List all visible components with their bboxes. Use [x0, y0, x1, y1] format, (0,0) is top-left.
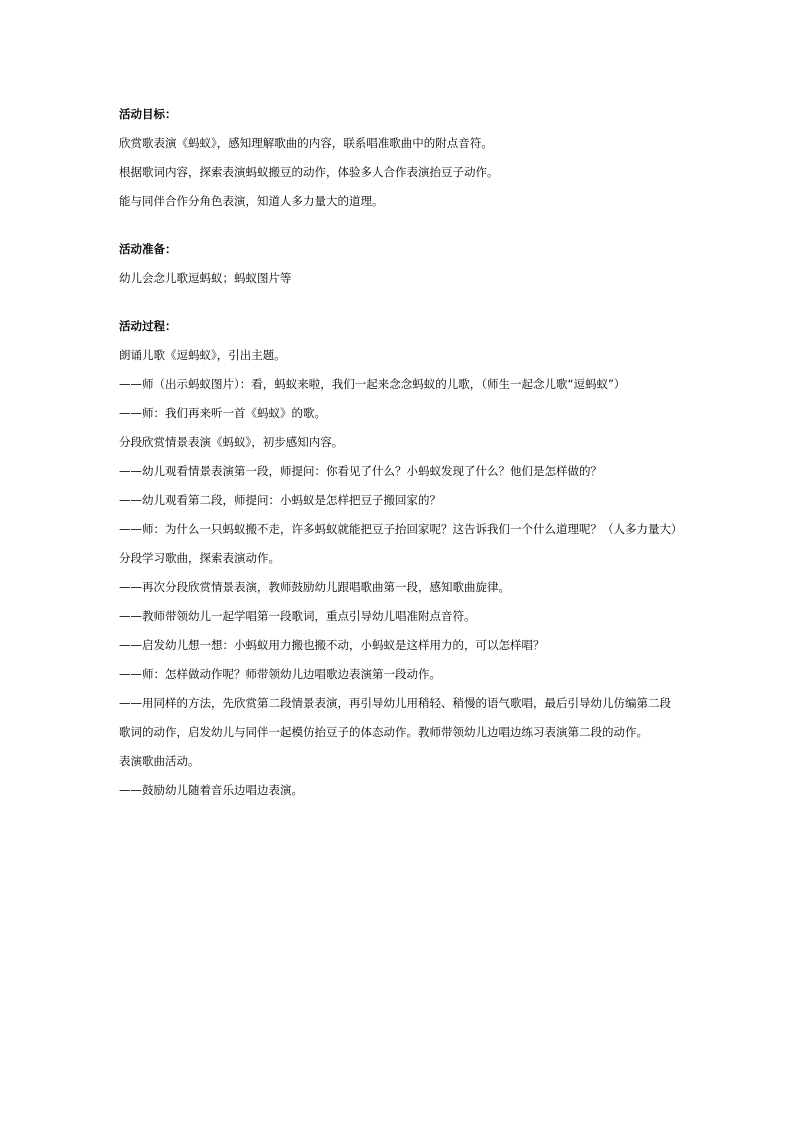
preparation-item-1: 幼儿会念儿歌逗蚂蚁；蚂蚁图片等 [119, 271, 292, 285]
process-step-4: 分段欣赏情景表演《蚂蚁》，初步感知内容。 [119, 435, 344, 449]
process-step-1: 朗诵儿歌《逗蚂蚁》，引出主题。 [119, 348, 286, 362]
process-step-15: ——鼓励幼儿随着音乐边唱边表演。 [119, 783, 303, 797]
section-spacer [119, 216, 679, 235]
process-step-14: 表演歌曲活动。 [119, 754, 200, 768]
goal-item-2: 根据歌词内容，探索表演蚂蚁搬豆的动作，体验多人合作表演抬豆子动作。 [119, 165, 499, 179]
process-step-3: ——师：我们再来听一首《蚂蚁》的歌。 [119, 406, 326, 420]
process-step-13: ——用同样的方法，先欣赏第二段情景表演，再引导幼儿用稍轻、稍慢的语气歌唱，最后引导幼儿仿编第二段歌词的动作，启发幼儿与同伴一起模仿抬豆子的体态动作。教师带领幼儿边唱边练习表演第二段的动作。 [119, 696, 671, 739]
process-step-9: ——再次分段欣赏情景表演，教师鼓励幼儿跟唱歌曲第一段，感知歌曲旋律。 [119, 580, 510, 594]
goal-item-3: 能与同伴合作分角色表演，知道人多力量大的道理。 [119, 194, 384, 208]
process-step-8: 分段学习歌曲，探索表演动作。 [119, 551, 280, 565]
process-step-2: ——师（出示蚂蚁图片）：看，蚂蚁来啦，我们一起来念念蚂蚁的儿歌，（师生一起念儿歌“逗蚂蚁”） [119, 377, 626, 391]
section-spacer [119, 293, 679, 312]
process-step-12: ——师：怎样做动作呢？师带领幼儿边唱歌边表演第一段动作。 [119, 667, 441, 681]
goal-item-1: 欣赏歌表演《蚂蚁》，感知理解歌曲的内容，联系唱准歌曲中的附点音符。 [119, 136, 493, 150]
process-step-10: ——教师带领幼儿一起学唱第一段歌词，重点引导幼儿唱准附点音符。 [119, 609, 476, 623]
process-step-7: ——师：为什么一只蚂蚁搬不走，许多蚂蚁就能把豆子抬回家呢？这告诉我们一个什么道理呢？（人多力量大） [119, 522, 683, 536]
process-step-11: ——启发幼儿想一想：小蚂蚁用力搬也搬不动，小蚂蚁是这样用力的，可以怎样唱？ [119, 638, 545, 652]
document-body [119, 100, 683, 805]
process-step-5: ——幼儿观看情景表演第一段，师提问：你看见了什么？小蚂蚁发现了什么？他们是怎样做的？ [119, 464, 602, 478]
section-heading-goals: 活动目标： [119, 107, 177, 121]
process-step-6: ——幼儿观看第二段，师提问：小蚂蚁是怎样把豆子搬回家的？ [119, 493, 441, 507]
section-heading-preparation: 活动准备： [119, 242, 177, 256]
section-heading-process: 活动过程： [119, 319, 177, 333]
